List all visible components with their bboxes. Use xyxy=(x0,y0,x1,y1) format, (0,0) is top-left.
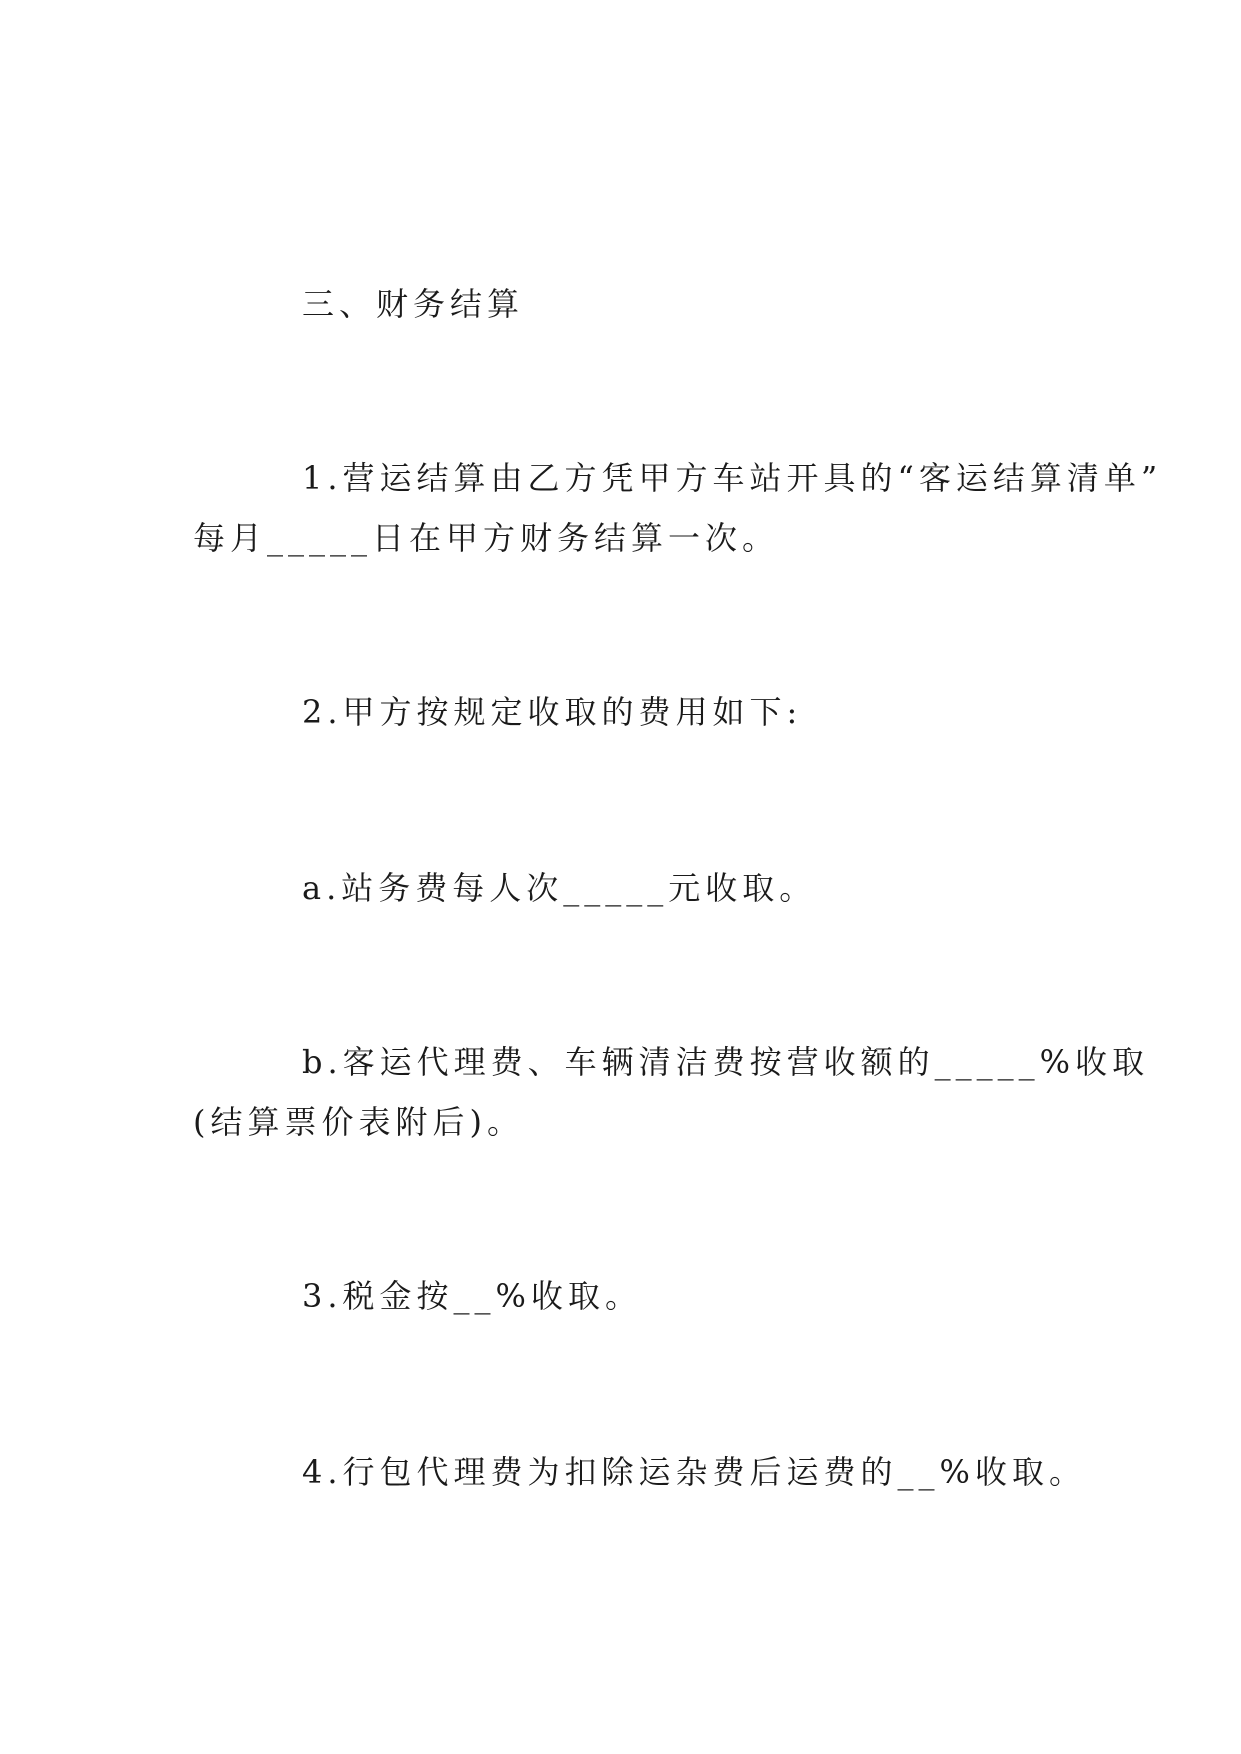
item-2: 2.甲方按规定收取的费用如下: xyxy=(302,693,803,731)
section-heading: 三、财务结算 xyxy=(302,285,525,323)
item-a: a.站务费每人次_____元收取。 xyxy=(302,869,817,907)
item-b-line-1: b.客运代理费、车辆清洁费按营收额的_____%收取 xyxy=(302,1043,1150,1081)
item-1-line-1: 1.营运结算由乙方凭甲方车站开具的“客运结算清单” xyxy=(302,459,1163,497)
item-b-line-2: (结算票价表附后)。 xyxy=(193,1103,524,1141)
item-4: 4.行包代理费为扣除运杂费后运费的__%收取。 xyxy=(302,1453,1086,1491)
item-3: 3.税金按__%收取。 xyxy=(302,1277,642,1315)
item-1-line-2: 每月_____日在甲方财务结算一次。 xyxy=(193,519,780,557)
